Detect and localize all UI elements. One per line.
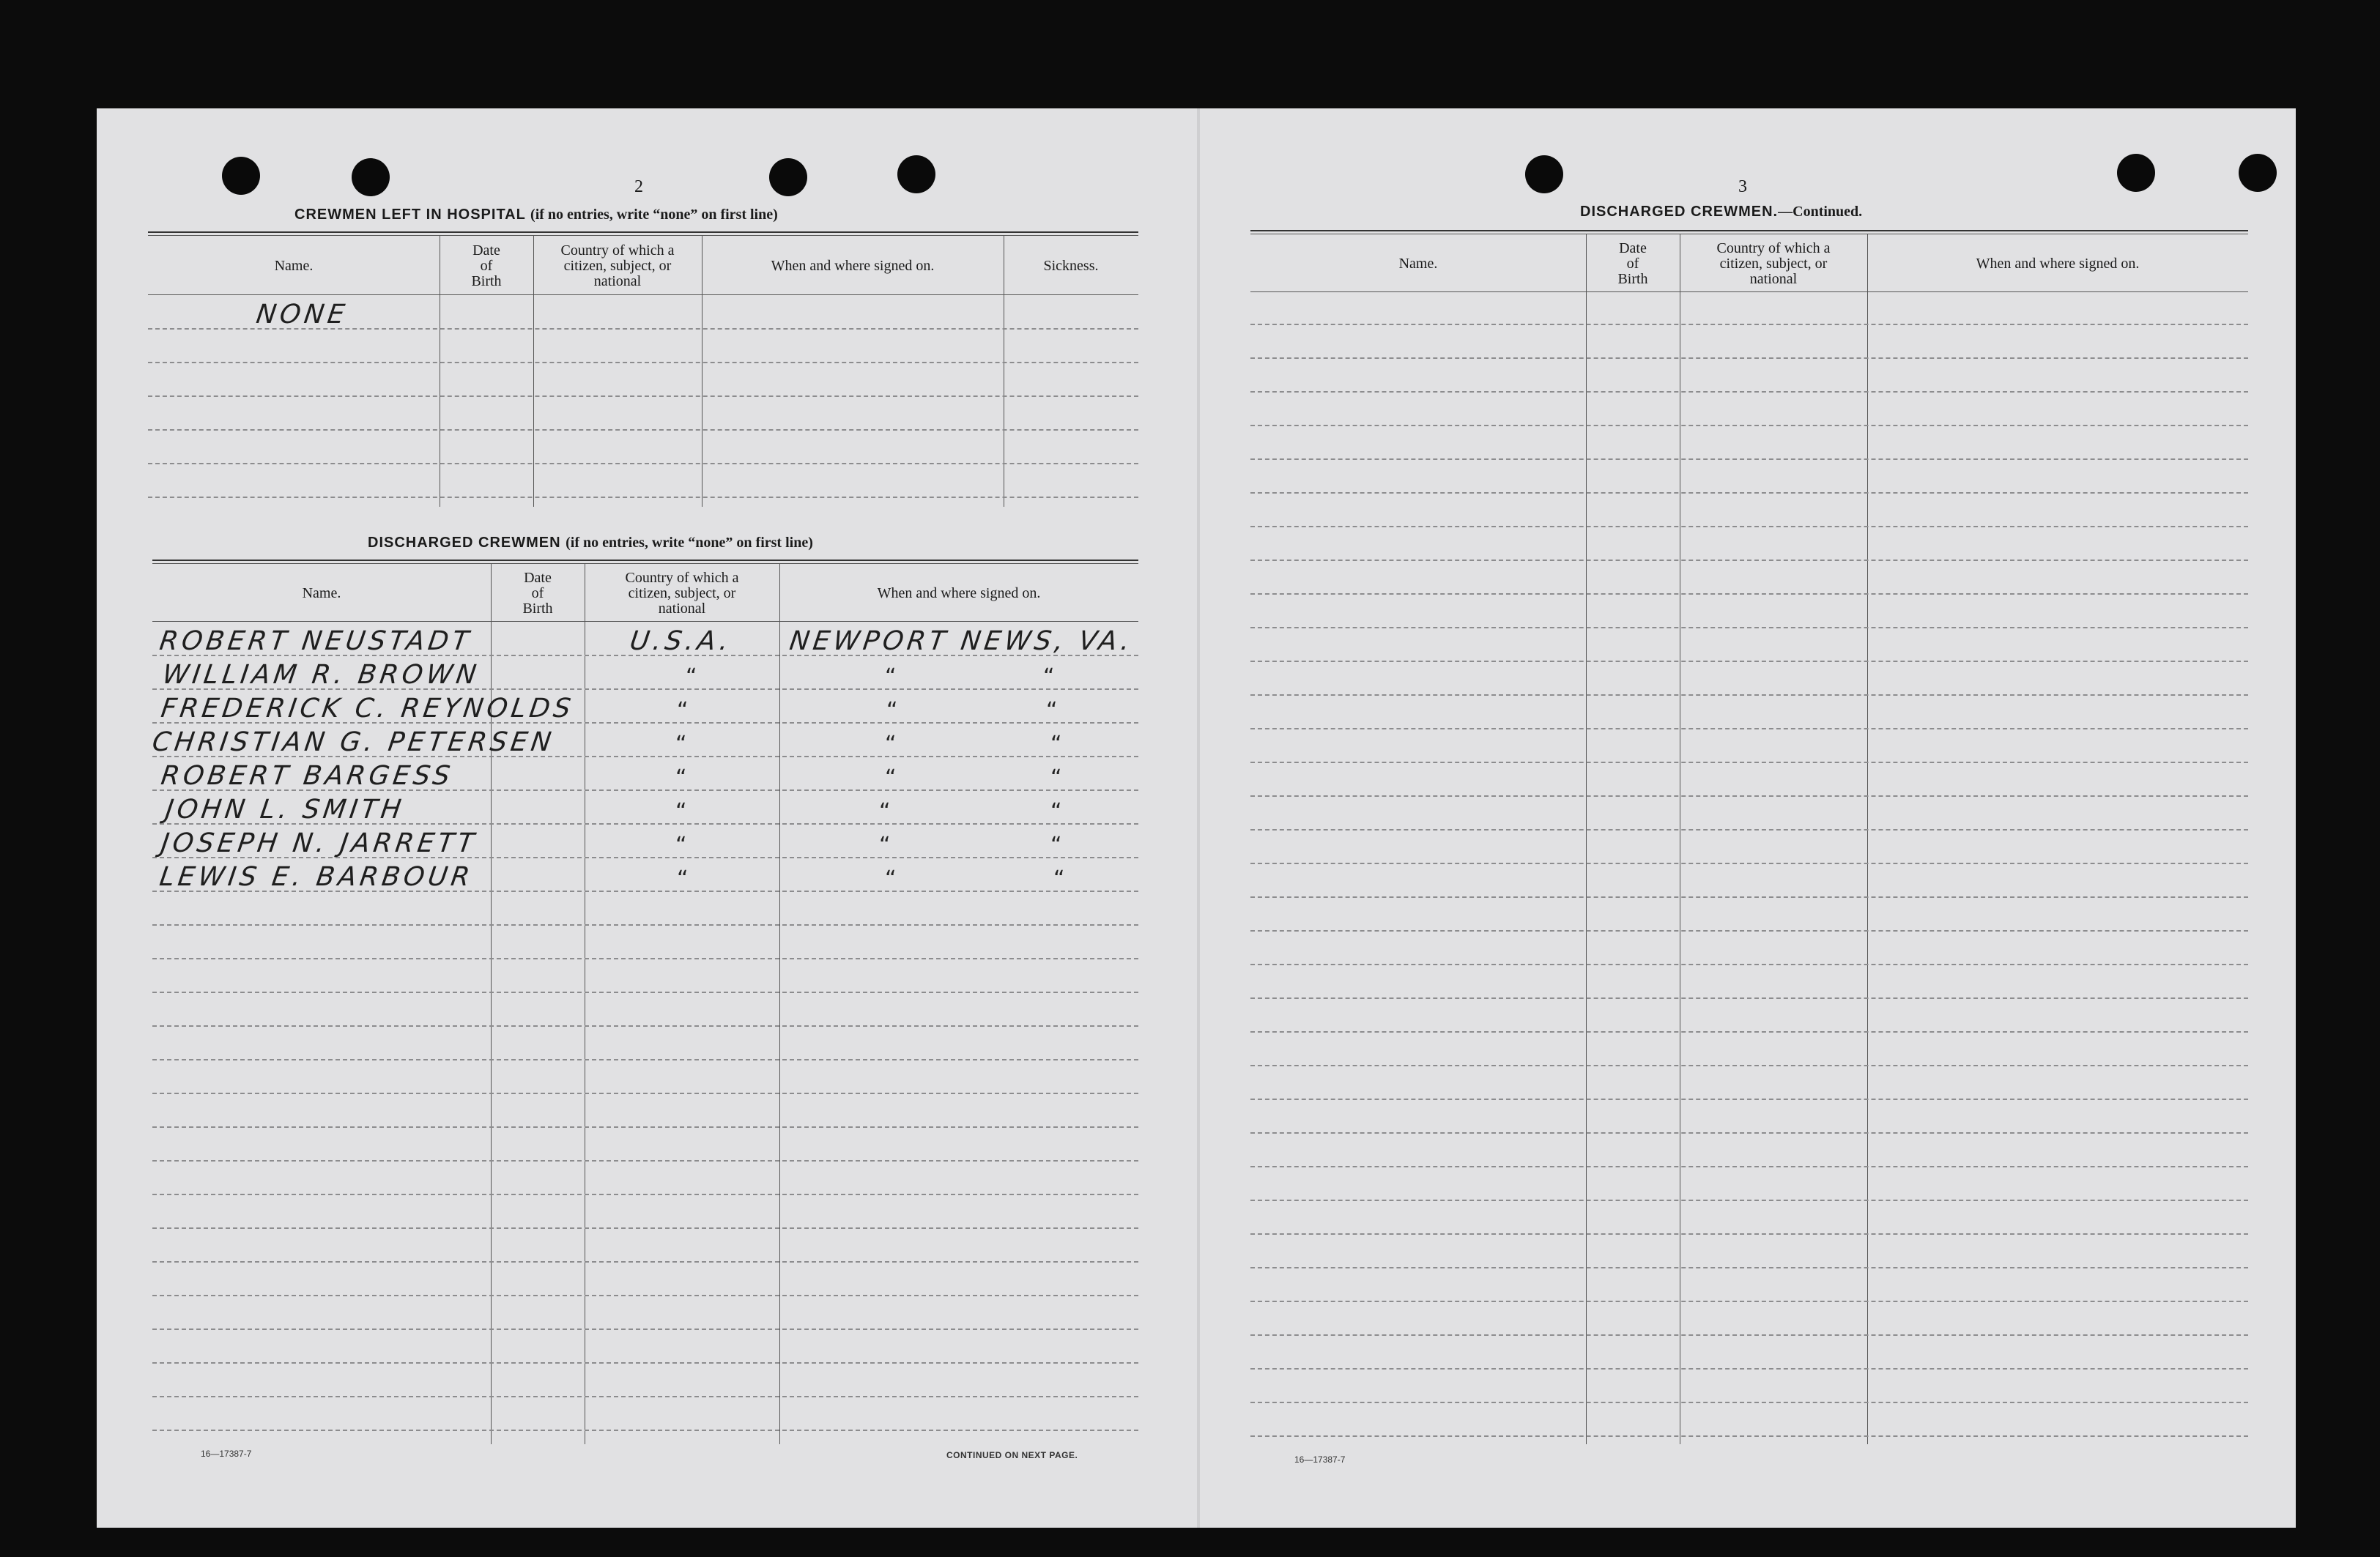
col-header-country: Country of which a citizen, subject, or national (625, 569, 739, 617)
ruled-line (1250, 1031, 2248, 1033)
col-header-country: Country of which a citizen, subject, or national (560, 242, 675, 289)
col-header-dob: Date of Birth (471, 242, 502, 289)
col-header-name: Name. (1398, 255, 1438, 272)
discharged-section-title: DISCHARGED CREWMEN (if no entries, write “none” on first line) (368, 535, 813, 551)
ruled-line (1250, 425, 2248, 426)
ruled-line (1250, 1402, 2248, 1403)
ruled-line (1250, 762, 2248, 763)
crew-name: CHRISTIAN G. PETERSEN (150, 727, 557, 757)
right-page (1250, 108, 2283, 1528)
ruled-line (1250, 1435, 2248, 1437)
ruled-line (1250, 1099, 2248, 1100)
ruled-line (1250, 1065, 2248, 1066)
ditto-mark: “ (879, 799, 891, 825)
hospital-section-title: CREWMEN LEFT IN HOSPITAL (if no entries, write “none” on first line) (294, 207, 778, 223)
form-number: 16—17387-7 (1294, 1454, 1346, 1465)
ruled-line (1250, 560, 2248, 561)
ditto-mark: “ (885, 765, 897, 791)
punch-hole (769, 158, 807, 196)
ruled-line (1250, 1334, 2248, 1336)
col-header-dob: Date of Birth (522, 569, 553, 617)
ruled-line (1250, 391, 2248, 393)
crew-name: WILLIAM R. BROWN (160, 660, 482, 690)
ruled-line (1250, 324, 2248, 325)
ruled-line (1250, 492, 2248, 494)
hospital-entry-none: NONE (254, 300, 350, 330)
ruled-line (152, 958, 1138, 959)
ruled-line (152, 1295, 1138, 1296)
ruled-line (1250, 1200, 2248, 1201)
ditto-mark: “ (885, 664, 897, 690)
ditto-mark: “ (677, 866, 689, 892)
col-header-country: Country of which a citizen, subject, or national (1716, 239, 1831, 287)
ruled-line (1250, 458, 2248, 460)
page-number: 2 (634, 177, 643, 196)
page-fold (1197, 108, 1200, 1528)
ruled-line (152, 992, 1138, 993)
ruled-line (152, 1126, 1138, 1128)
ruled-line (152, 1025, 1138, 1027)
crew-name: LEWIS E. BARBOUR (157, 862, 475, 892)
crew-name: FREDERICK C. REYNOLDS (159, 694, 577, 724)
col-header-sickness: Sickness. (1043, 257, 1099, 274)
ruled-line (152, 1194, 1138, 1195)
punch-hole (222, 157, 260, 195)
crew-name: ROBERT NEUSTADT (157, 626, 475, 656)
ruled-line (152, 1396, 1138, 1397)
form-number: 16—17387-7 (201, 1449, 252, 1459)
continued-note: CONTINUED ON NEXT PAGE. (946, 1450, 1078, 1460)
ruled-line (1250, 1368, 2248, 1370)
ruled-line (1250, 627, 2248, 628)
ditto-mark: “ (886, 698, 898, 724)
hospital-table (148, 231, 1138, 510)
ruled-line (1250, 863, 2248, 864)
col-header-signed-on: When and where signed on. (1976, 255, 2140, 272)
col-header-signed-on: When and where signed on. (877, 584, 1041, 601)
ditto-mark: “ (885, 732, 897, 757)
ruled-line (1250, 896, 2248, 898)
ruled-line (1250, 593, 2248, 595)
ruled-line (152, 1160, 1138, 1162)
crew-name: ROBERT BARGESS (159, 761, 456, 791)
col-header-name: Name. (274, 257, 314, 274)
ruled-line (1250, 930, 2248, 932)
ruled-line (1250, 1233, 2248, 1235)
ruled-line (1250, 728, 2248, 729)
ditto-mark: “ (1050, 732, 1062, 757)
ditto-mark: “ (675, 765, 687, 791)
ruled-line (152, 1430, 1138, 1431)
ruled-line (1250, 964, 2248, 965)
discharged-table (152, 560, 1138, 1447)
col-header-name: Name. (302, 584, 341, 601)
ruled-line (152, 1227, 1138, 1229)
crew-country: U.S.A. (628, 626, 734, 656)
punch-hole (2117, 154, 2155, 192)
ditto-mark: “ (1050, 799, 1062, 825)
punch-hole (352, 158, 390, 196)
ruled-line (1250, 1132, 2248, 1134)
ruled-line (152, 1261, 1138, 1263)
punch-hole (897, 155, 935, 193)
ditto-mark: “ (1043, 664, 1055, 690)
ruled-line (1250, 526, 2248, 527)
ruled-line (152, 1362, 1138, 1364)
col-header-dob: Date of Birth (1617, 239, 1648, 287)
ruled-line (1250, 1301, 2248, 1302)
discharged-continued-title: DISCHARGED CREWMEN.—Continued. (1580, 204, 1863, 220)
ditto-mark: “ (686, 664, 697, 690)
ruled-line (1250, 829, 2248, 830)
ruled-line (1250, 795, 2248, 797)
ditto-mark: “ (1050, 765, 1062, 791)
ruled-line (1250, 1267, 2248, 1268)
crew-name: JOSEPH N. JARRETT (159, 828, 480, 858)
ruled-line (1250, 694, 2248, 696)
ruled-line (1250, 997, 2248, 999)
form-sheet (97, 108, 2296, 1528)
punch-hole (2239, 154, 2277, 192)
ditto-mark: “ (1046, 698, 1058, 724)
ruled-line (152, 1329, 1138, 1330)
discharged-continued-table (1250, 230, 2248, 1447)
page-number: 3 (1738, 177, 1747, 196)
ditto-mark: “ (1050, 833, 1062, 858)
ditto-mark: “ (675, 732, 687, 757)
crew-signed-on: NEWPORT NEWS, VA. (787, 626, 1135, 656)
crew-name: JOHN L. SMITH (163, 795, 407, 825)
ruled-line (1250, 357, 2248, 359)
ditto-mark: “ (1053, 866, 1065, 892)
ditto-mark: “ (675, 799, 687, 825)
punch-hole (1525, 155, 1563, 193)
ditto-mark: “ (675, 833, 687, 858)
ruled-line (152, 924, 1138, 926)
ruled-line (1250, 661, 2248, 662)
ruled-line (152, 1093, 1138, 1094)
ruled-line (152, 1059, 1138, 1060)
ditto-mark: “ (879, 833, 891, 858)
left-page (148, 108, 1188, 1528)
ruled-line (1250, 1166, 2248, 1167)
ditto-mark: “ (885, 866, 897, 892)
ditto-mark: “ (677, 698, 689, 724)
col-header-signed-on: When and where signed on. (771, 257, 935, 274)
